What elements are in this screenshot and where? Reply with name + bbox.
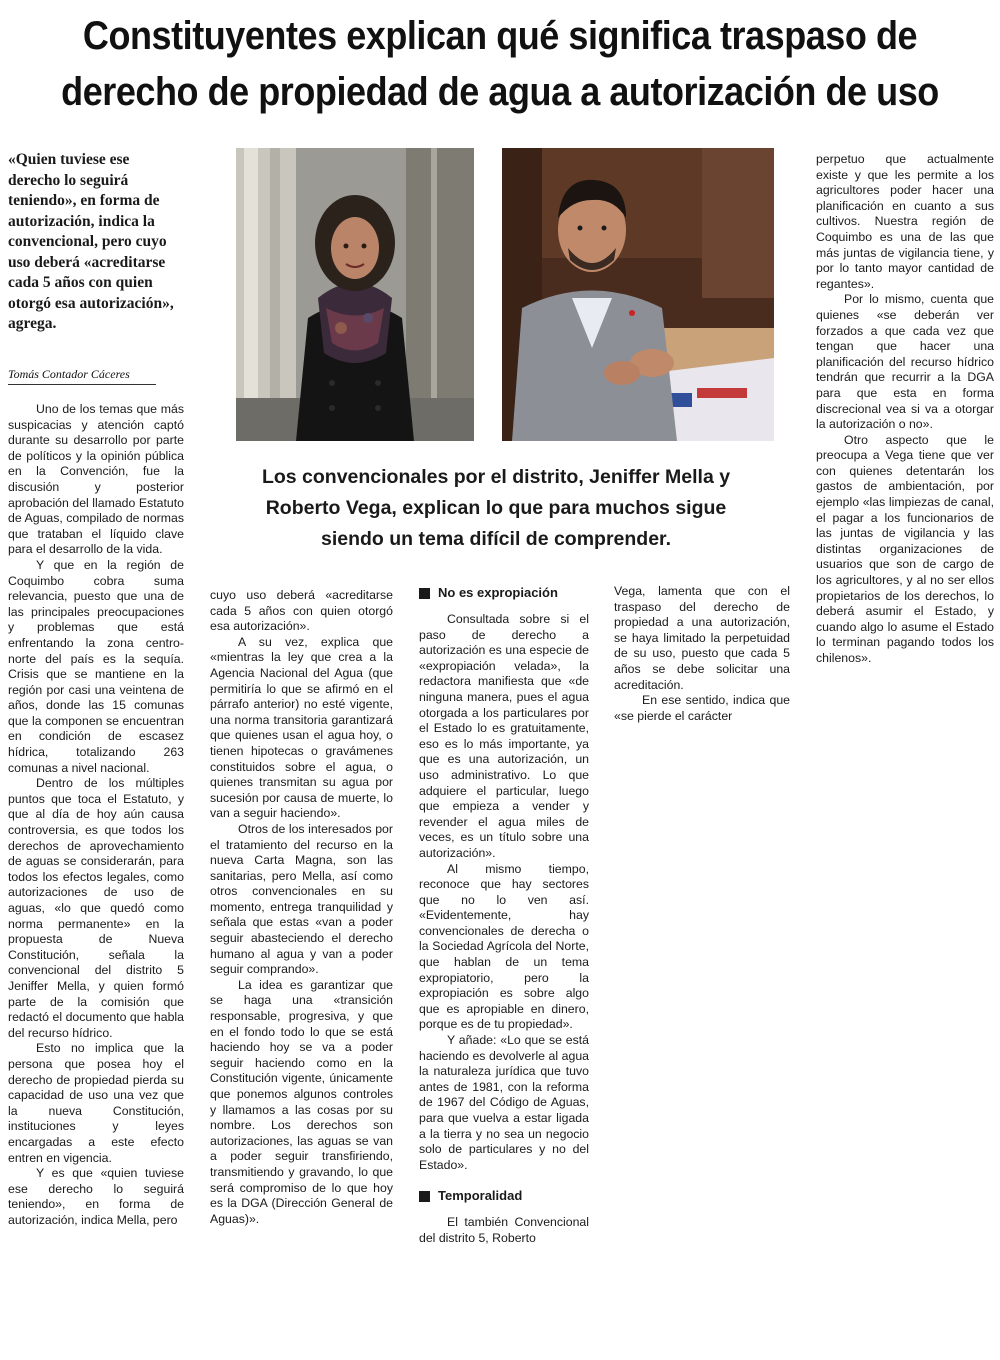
- paragraph: Dentro de los múltiples puntos que toca el Estatuto, y que al día de hoy aún causa controversia, es que todos los derechos de aprovechamiento de aguas se considerarán, para todos los efectos legales, como autorizaciones de uso de aguas, «lo que quedó como norma permanente» en la propuesta de Nueva Constitución, señala la convencional del distrito 5 Jeniffer Mella, y quien formó parte de la comisión que redactó el documento que habla del recurso hídrico.: [8, 776, 184, 1040]
- paragraph: Esto no implica que la persona que posea hoy el derecho de propiedad pierda su capacidad de uso una vez que la nueva Constitución, instituciones y leyes encargadas a este efecto entren en vigencia.: [8, 1041, 184, 1165]
- square-bullet-icon: [419, 588, 430, 599]
- paragraph: cuyo uso deberá «acreditarse cada 5 años con quien otorgó esa autorización».: [210, 588, 393, 634]
- headline-line-2: derecho de propiedad de agua a autorización de uso: [61, 70, 939, 114]
- subhead-temporalidad: [419, 1187, 589, 1205]
- paragraph: A su vez, explica que «mientras la ley que crea a la Agencia Nacional del Agua (que permitiría lo que se afirmó en el párrafo anterior) no esté vigente, una norma transitoria garantizará que quienes usan el agua hoy, o tienen hipotecas o gravámenes constituidos sobre el agua, o quienes transmitan su agua por sucesión por causa de muerte, lo van a seguir haciendo».: [210, 634, 393, 821]
- paragraph: En ese sentido, indica que «se pierde el carácter: [614, 693, 790, 723]
- photo-roberto-vega: [502, 148, 774, 441]
- article-column-1: [8, 402, 184, 1357]
- paragraph: Consultada sobre si el paso de derecho a autorización es una especie de «expropiación velada», la redactora manifiesta que «de ninguna manera, pues el agua otorgada a los particulares por el Estado lo es gratuitamente, eso es lo más importante, ya que es una autorización, un uso administrativo. Lo que adquiere el particular, luego que empieza a vender y revender el agua miles de veces, es un título sobre una autorización».: [419, 612, 589, 860]
- paragraph: Vega, lamenta que con el traspaso del derecho de propiedad a una autorización, se haya limitado la perpetuidad de su uso, puesto que cada 5 años se debe solicitar una acreditación.: [614, 584, 790, 692]
- paragraph: Y que en la región de Coquimbo cobra suma relevancia, puesto que una de las principales preocupaciones y problemas que está enfrentando la zona centro-norte del país es la sequía. Crisis que se mantiene en la región por casi una veintena de años, donde las 15 comunas que la componen se encuentran en condición de escasez hídrica, totalizando 263 comunas a nivel nacional.: [8, 557, 184, 775]
- headline-line-1: Constituyentes explican qué significa traspaso de: [82, 14, 918, 58]
- photo-jeniffer-mella-image: [236, 148, 474, 441]
- square-bullet-icon: [419, 1191, 430, 1202]
- paragraph: Al mismo tiempo, reconoce que hay sectores que no lo ven así. «Evidentemente, hay convencionales de derecha o la Sociedad Agrícola del Norte, que hablan de un tema expropiatorio, pero la expropiación es sobre algo que es apropiable en dinero, porque es de tu propiedad».: [419, 861, 589, 1032]
- photo-caption: Los convencionales por el distrito, Jeniffer Mella y Roberto Vega, explican lo que para muchos sigue siendo un tema difícil de comprender.: [261, 466, 731, 550]
- photo-roberto-vega-image: [502, 148, 774, 441]
- headline: [50, 8, 950, 120]
- byline: Tomás Contador Cáceres: [8, 366, 156, 385]
- paragraph: El también Convencional del distrito 5, Roberto: [419, 1215, 589, 1245]
- article-column-2: [210, 588, 393, 1358]
- article-column-3: [419, 584, 589, 1356]
- subhead-no-es-expropiacion: [419, 584, 589, 602]
- article-column-5: [816, 152, 994, 742]
- paragraph: Uno de los temas que más suspicacias y atención captó durante su desarrollo por parte de políticos y la opinión pública en la Convención, fue la discusión y posterior aprobación del llamado Estatuto de Aguas, compilado de normas que trataban el líquido clave para el desarrollo de la vida.: [8, 402, 184, 557]
- paragraph: La idea es garantizar que se haga una «transición responsable, progresiva, y que en el fondo todo lo que se está haciendo hoy se va a poder seguir haciendo como en la Constitución vigente, únicamente que ponemos algunos controles y llamamos a las cosas por su nombre. Los derechos son autorizaciones, las aguas se van a poder seguir transfiriendo, transmitiendo y gravando, lo que será compromiso de lo que hoy es la DGA (Dirección General de Aguas)».: [210, 977, 393, 1226]
- subhead-label: No es expropiación: [438, 585, 558, 600]
- paragraph: Otro aspecto que le preocupa a Vega tiene que ver con quienes detentarán los gastos de ambientación, por ejemplo «las limpiezas de canal, el pagar a los funcionarios de las juntas de vigilancia y las distintas organizaciones de usuarios que son de cargo de los agricultores, y al no ser ellos propietarios de los derechos, lo deberá asumir el Estado, y cuando algo lo asume el Estado lo terminan pagando todos los chilenos».: [816, 432, 994, 665]
- paragraph: Y es que «quien tuviese ese derecho lo seguirá teniendo», en forma de autorización, indica Mella, pero: [8, 1166, 184, 1227]
- article-column-4: [614, 584, 790, 744]
- paragraph: Por lo mismo, cuenta que quienes «se deberán ver forzados a que cada vez que tengan que hacer una planificación del recurso hídrico tendrán que recurrir a la DGA para que esta en forma discrecional vea si va a otorgar la autorización o no».: [816, 292, 994, 432]
- paragraph: Otros de los interesados por el tratamiento del recurso en la nueva Carta Magna, son las sanitarias, pero Mella, así como otros convencionales en su momento, entrega tranquilidad y señala que estas «van a poder seguir abasteciendo el derecho humano al agua y van a poder seguir comprando».: [210, 821, 393, 977]
- paragraph: perpetuo que actualmente existe y que les permite a los agricultores poder hacer una planificación en cuanto a sus cultivos. Nuestra región de Coquimbo es una de las que más juntas de vigilancia tiene, y por lo tanto mayor cantidad de regantes».: [816, 152, 994, 291]
- photo-jeniffer-mella: [236, 148, 474, 441]
- paragraph: Y añade: «Lo que se está haciendo es devolverle al agua la naturaleza jurídica que tuvo antes de 1981, con la reforma de 1967 del Código de Aguas, para que vuelva a estar ligada a la tierra y no sea un negocio solo de particulares y no del Estado».: [419, 1033, 589, 1172]
- lead-paragraph: «Quien tuviese ese derecho lo seguirá teniendo», en forma de autorización, indica la convencional, pero cuyo uso deberá «acreditarse cada 5 años con quien otorgó esa autorización», agrega.: [8, 151, 174, 332]
- subhead-label: Temporalidad: [438, 1188, 523, 1204]
